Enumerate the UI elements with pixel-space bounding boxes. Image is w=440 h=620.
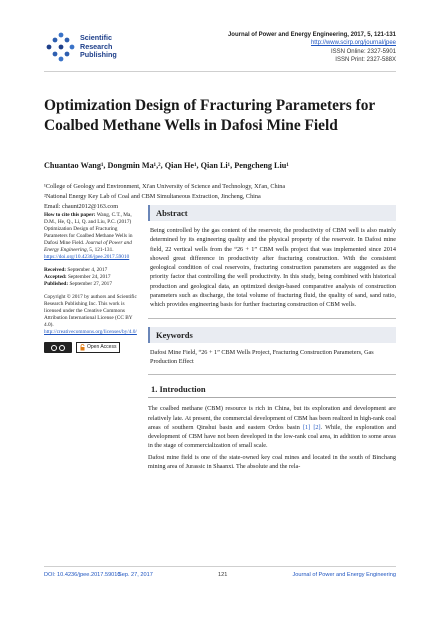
publisher-logo <box>44 31 164 65</box>
paper-title: Optimization Design of Fracturing Parameters for Coalbed Methane Wells in Dafosi Mine Field <box>44 97 375 134</box>
keywords-heading: Keywords <box>148 327 396 343</box>
how-to-cite: How to cite this paper: Wang, C.T., Ma, D.M., He, Q., Li, Q. and Liu, P.C. (2017) Optimization Design of Fracturing Parameters for Coalbed Methane Wells in Dafosi Mine Field. Journal of Power and Energy Engineering, 5, 121-131. https://doi.org/10.4236/jpee.2017.59010 <box>44 212 133 260</box>
affiliation-2: ²National Energy Key Lab of Coal and CBM Simultaneous Extraction, Jincheng, China <box>44 193 261 201</box>
accepted-date: September 24, 2017 <box>67 274 111 280</box>
author-email: Email: chaunt2012@163.com <box>44 203 119 211</box>
page-number: 121 <box>218 572 228 578</box>
license-badges <box>44 342 140 353</box>
header-divider <box>44 71 396 72</box>
keywords-divider <box>148 374 396 375</box>
article-sidebar <box>44 212 140 353</box>
received-date: September 4, 2017 <box>67 267 108 273</box>
publisher-name: Scientific Research Publishing <box>80 33 117 60</box>
page-footer <box>44 566 396 579</box>
abstract-heading: Abstract <box>148 205 396 221</box>
introduction-paragraph-1: The coalbed methane (CBM) resource is rich in China, but its exploration and development are relatively late. At present, the commercial development of CBM has been realized in high-rank coal areas of southern Qinshui basin and eastern Ordos basin [1] [2]. While, the exploration and development of CBM have not been developed in the low-rank coal area, in addition to some areas in the stage of commercialization of small scale. <box>148 405 396 450</box>
main-column <box>148 205 396 473</box>
footer-doi[interactable]: DOI: 10.4236/jpee.2017.59010 <box>44 572 121 578</box>
introduction-heading: 1. Introduction <box>148 383 396 398</box>
issn-online: ISSN Online: 2327-5901 <box>330 48 396 55</box>
citation-link-2[interactable]: [2] <box>313 423 321 431</box>
published-date: September 27, 2017 <box>69 281 112 287</box>
footer-date: Sep. 27, 2017 <box>118 572 153 578</box>
issn-print: ISSN Print: 2327-588X <box>335 56 396 63</box>
abstract-divider <box>148 318 396 319</box>
scirp-logo-icon <box>44 31 76 63</box>
cc-by-icon <box>44 342 72 353</box>
affiliation-1: ¹College of Geology and Environment, Xi'an University of Science and Technology, Xi'an, China <box>44 183 286 190</box>
citation-link-1[interactable]: [1] <box>302 423 311 431</box>
doi-link[interactable]: https://doi.org/10.4236/jpee.2017.59010 <box>44 254 130 260</box>
journal-url-link[interactable]: http://www.scirp.org/journal/jpee <box>310 40 396 47</box>
keywords-text: Dafosi Mine Field, “26 + 1” CBM Wells Project, Fracturing Construction Parameters, Gas Production Effect <box>150 348 374 365</box>
introduction-paragraph-2: Dafosi mine field is one of the state-owned key coal mines and located in the south of Binchang mining area of Jurassic in Shaanxi. The absolute and the rela- <box>148 453 396 471</box>
journal-citation-line: Journal of Power and Energy Engineering, 2017, 5, 121-131 <box>227 32 396 38</box>
journal-info <box>196 31 396 64</box>
author-list: Chuantao Wang¹, Dongmin Ma¹,², Qian He¹, Qian Li¹, Pengcheng Liu¹ <box>44 161 289 170</box>
open-lock-icon <box>80 344 85 351</box>
copyright-notice: Copyright © 2017 by authors and Scientific Research Publishing Inc. This work is licensed under the Creative Commons Attribution International License (CC BY 4.0). http://creativecommons.org/licenses/by/4.0/ <box>44 294 137 335</box>
article-dates: Received: September 4, 2017 Accepted: September 24, 2017 Published: September 27, 2017 <box>44 267 112 287</box>
footer-journal: Journal of Power and Energy Engineering <box>292 572 396 578</box>
abstract-text: Being controlled by the gas content of the reservoir, the productivity of CBM well is also mainly determined by its engineering quality and the physical property of the reservoir. In Dafosi mine field, 22 vertical wells from the “26 + 1” CBM wells project that was implemented since 2014 showed great difference in productivity after fracturing construction. With the consistent geological condition of coal reservoirs, fracturing construction parameters are suggested as the priority factor that controlling the well productivity. In this study, being combined with historical production and geological data, an optimized design-based comparative analysis of construction parameters such as discharge, the total volume of fracturing fluid, the quality of sand, sand ratio, which provides engineering basis for further fracturing construction of CBM wells. <box>150 227 396 309</box>
open-access-badge: Open Access <box>76 342 120 353</box>
license-link[interactable]: http://creativecommons.org/licenses/by/4.0/ <box>44 329 137 335</box>
